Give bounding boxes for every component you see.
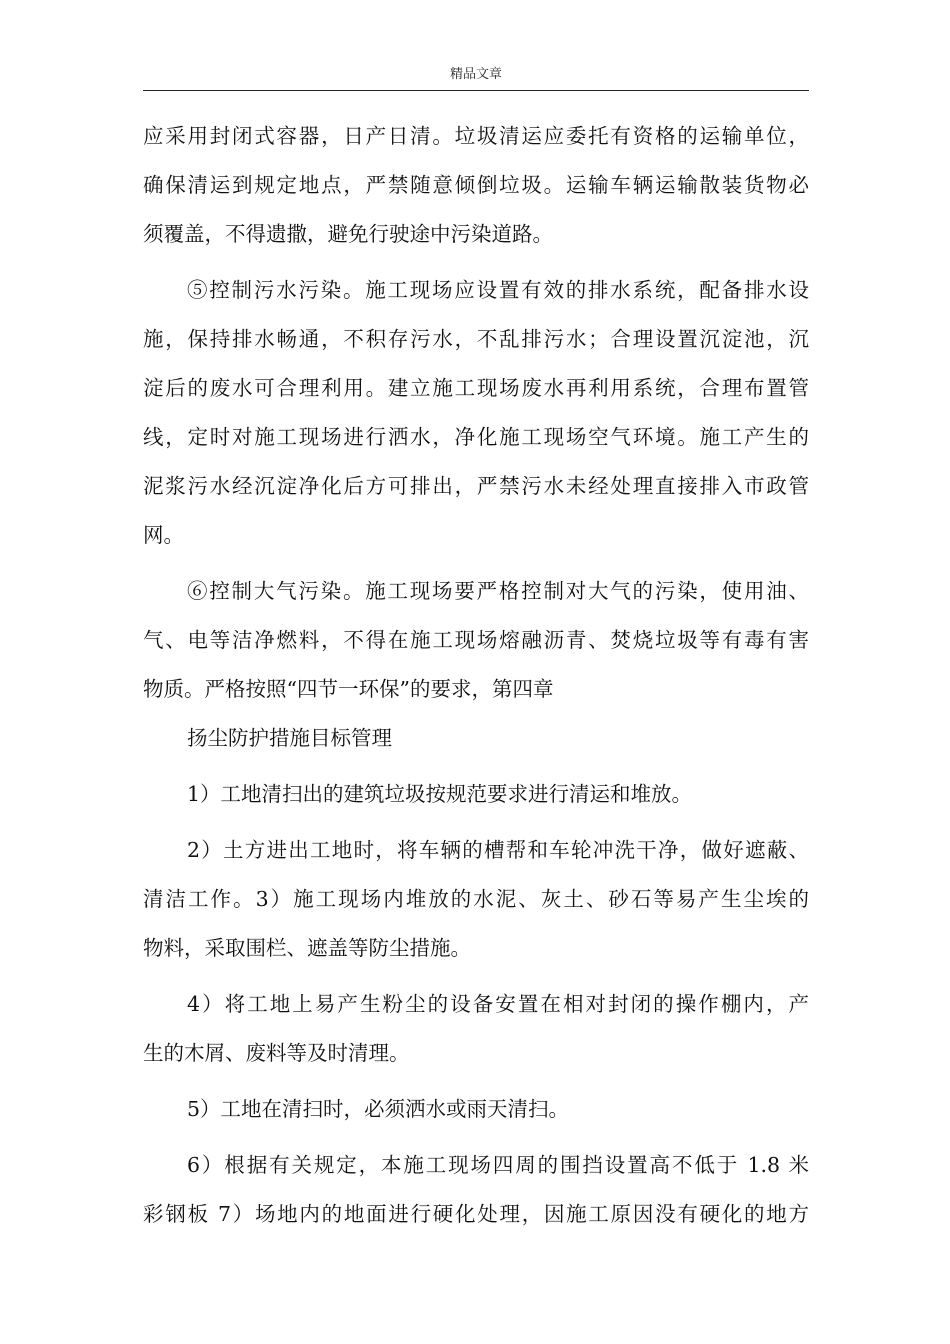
text-line: 扬尘防护措施目标管理 [187,726,392,750]
document-body [143,112,809,1239]
paragraph [143,567,809,714]
text-line: 4）将工地上易产生粉尘的设备安置在相对封闭的操作棚内，产 [187,992,809,1016]
text-line: 气、电等洁净燃料，不得在施工现场熔融沥青、焚烧垃圾等有毒有害 [143,628,809,652]
paragraph [143,714,809,763]
text-line: 施，保持排水畅通，不积存污水，不乱排污水；合理设置沉淀池，沉 [143,327,809,351]
page-header [143,66,809,91]
text-line: 应采用封闭式容器，日产日清。垃圾清运应委托有资格的运输单位， [143,124,809,148]
paragraph [143,826,809,973]
text-line: 淀后的废水可合理利用。建立施工现场废水再利用系统，合理布置管 [143,376,809,400]
text-line: ⑥控制大气污染。施工现场要严格控制对大气的污染，使用油、 [187,579,809,603]
paragraph [143,980,809,1078]
text-line: 网。 [143,523,184,547]
paragraph [143,1085,809,1134]
text-line: 物料，采取围栏、遮盖等防尘措施。 [143,936,471,960]
text-line: 生的木屑、废料等及时清理。 [143,1041,410,1065]
text-line: 确保清运到规定地点，严禁随意倾倒垃圾。运输车辆运输散装货物必 [143,173,809,197]
text-line: 彩钢板 7）场地内的地面进行硬化处理，因施工原因没有硬化的地方 [143,1202,809,1226]
text-line: 6）根据有关规定，本施工现场四周的围挡设置高不低于 1.8 米 [187,1153,809,1177]
text-line: ⑤控制污水污染。施工现场应设置有效的排水系统，配备排水设 [187,278,809,302]
paragraph [143,112,809,259]
text-line: 5）工地在清扫时，必须洒水或雨天清扫。 [187,1097,570,1121]
text-line: 1）工地清扫出的建筑垃圾按规范要求进行清运和堆放。 [187,782,693,806]
text-line: 清洁工作。3）施工现场内堆放的水泥、灰土、砂石等易产生尘埃的 [143,887,809,911]
paragraph [143,266,809,560]
paragraph [143,770,809,819]
header-title: 精品文章 [449,67,502,82]
text-line: 2）土方进出工地时，将车辆的槽帮和车轮冲洗干净，做好遮蔽、 [187,838,809,862]
text-line: 须覆盖，不得遗撒，避免行驶途中污染道路。 [143,222,553,246]
text-line: 线，定时对施工现场进行洒水，净化施工现场空气环境。施工产生的 [143,425,809,449]
paragraph [143,1141,809,1239]
text-line: 物质。严格按照“四节一环保”的要求，第四章 [143,677,554,701]
text-line: 泥浆污水经沉淀净化后方可排出，严禁污水未经处理直接排入市政管 [143,474,809,498]
